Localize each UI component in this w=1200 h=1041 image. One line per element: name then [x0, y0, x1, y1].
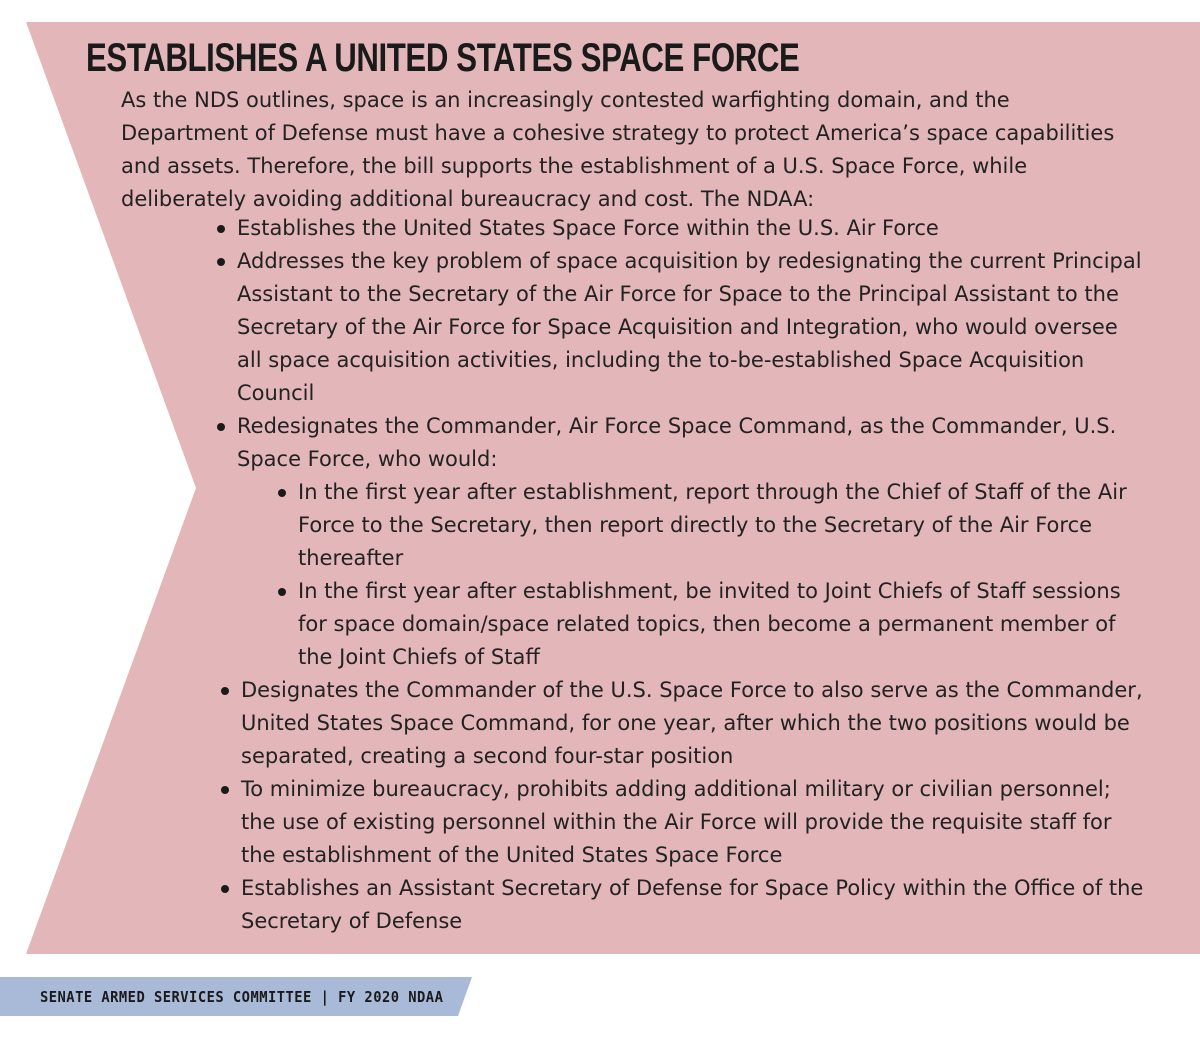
provisions-list-secondary: [241, 674, 1151, 938]
list-item: Establishes the United States Space Force within the U.S. Air Force: [237, 212, 1147, 245]
commander-duties-sublist: [298, 476, 1128, 674]
sub-list-item: In the first year after establishment, report through the Chief of Staff of the Air Force to the Secretary, then report directly to the Secretary of the Air Force thereafter: [298, 476, 1128, 575]
list-item: Addresses the key problem of space acquisition by redesignating the current Principal Assistant to the Secretary of the Air Force for Space to the Principal Assistant to the Secretary of the Air Force for Space Acquisition and Integration, who would oversee all space acquisition activities, including the to-be-established Space Acquisition Council: [237, 245, 1147, 410]
list-item: To minimize bureaucracy, prohibits adding additional military or civilian personnel; the use of existing personnel within the Air Force will provide the requisite staff for the establishment of the United States Space Force: [241, 773, 1151, 872]
sub-list-item: In the first year after establishment, be invited to Joint Chiefs of Staff sessions for space domain/space related topics, then become a permanent member of the Joint Chiefs of Staff: [298, 575, 1128, 674]
footer-label: SENATE ARMED SERVICES COMMITTEE | FY 2020 NDAA: [40, 988, 444, 1006]
list-item: Redesignates the Commander, Air Force Space Command, as the Commander, U.S. Space Force, who would:: [237, 410, 1147, 476]
list-item: Designates the Commander of the U.S. Space Force to also serve as the Commander, United States Space Command, for one year, after which the two positions would be separated, creating a second four-star position: [241, 674, 1151, 773]
section-title: ESTABLISHES A UNITED STATES SPACE FORCE: [86, 36, 800, 80]
previous-section-cutoff: [0, 0, 1200, 22]
provisions-list-primary: [237, 212, 1147, 476]
list-item: Establishes an Assistant Secretary of Defense for Space Policy within the Office of the Secretary of Defense: [241, 872, 1151, 938]
section-intro-paragraph: As the NDS outlines, space is an increasingly contested warfighting domain, and the Department of Defense must have a cohesive strategy to protect America’s space capabilities and assets. Therefore, the bill supports the establishment of a U.S. Space Force, while deliberately avoiding additional bureaucracy and cost. The NDAA:: [121, 88, 1115, 211]
